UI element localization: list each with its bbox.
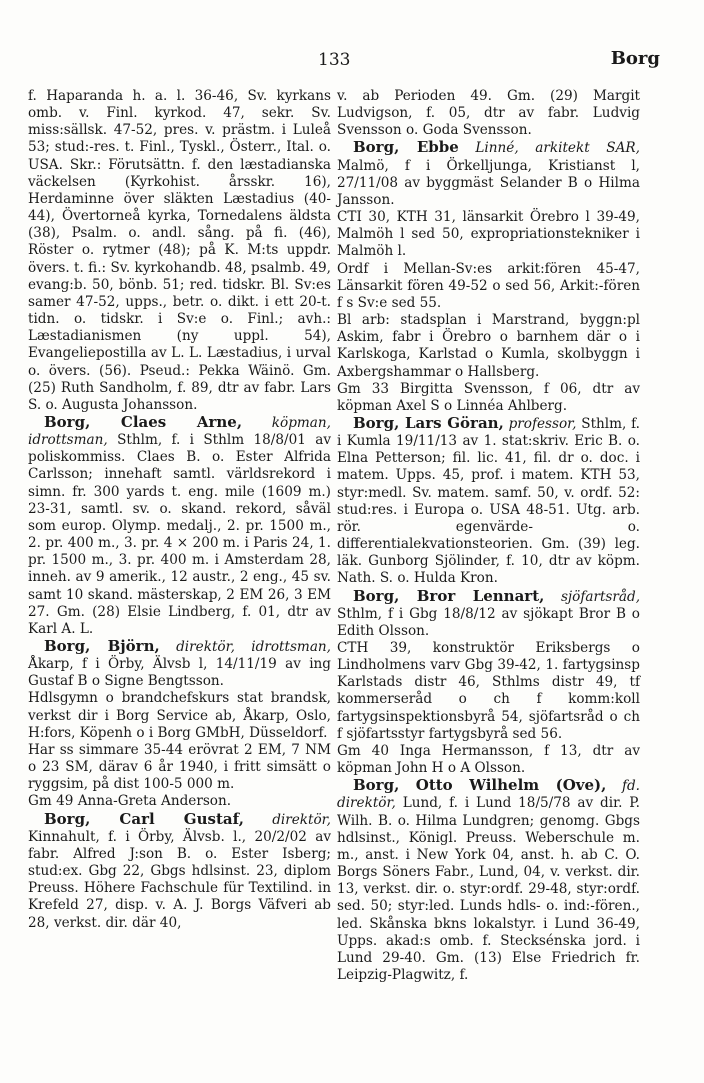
entry-paragraph: Gm 49 Anna-Greta Anderson. <box>28 793 232 810</box>
entry-paragraph: Ordf i Mellan-Sv:es arkit:fören 45-47, Länsarkit fören 49-52 o sed 56, Arkit:-fören f s Sv:e sed 55. <box>337 260 640 311</box>
running-head: Borg <box>610 48 660 69</box>
biography-entry <box>28 414 331 638</box>
biography-entry <box>28 811 331 932</box>
entry-name: Borg, Ebbe <box>353 138 459 157</box>
entry-title: sjöfartsråd, <box>560 588 641 605</box>
entry-text: Sthlm, f. i Sthlm 18/8/01 av poliskommiss. Claes B. o. Ester Alfrida Carlsson; innehaft samtl. världsrekord i simn. fr. 300 yards t. eng. mile (1609 m.) 23-31, samtl. sv. o. skand. rekord, såväl som europ. Olymp. medalj., 2. pr. 1500 m., 2. pr. 400 m., 3. pr. 4 × 200 m. i Paris 24, 1. pr. 1500 m., 3. pr. 400 m. i Amsterdam 28, inneh. av 9 amerik., 12 austr., 2 eng., 45 sv. samt 10 skand. mästerskap, 2 EM 26, 3 EM 27. Gm. (28) Elsie Lindberg, f. 01, dtr av Karl A. L. <box>28 432 331 637</box>
entry-text: Sthlm, f i Gbg 18/8/12 av sjökapt Bror B o Edith Olsson. <box>337 605 640 639</box>
entry-title: Linné, arkitekt SAR, <box>475 140 640 157</box>
entry-title: direktör, idrottsman, <box>176 639 331 655</box>
entry-title: direktör, <box>272 811 332 828</box>
entry-paragraph: Gm 33 Birgitta Svensson, f 06, dtr av köpman Axel S o Linnéa Ahlberg. <box>337 380 640 414</box>
entry-title: köpman, idrottsman, <box>28 414 331 449</box>
entry-paragraph: CTH 39, konstruktör Eriksbergs o Lindholmens varv Gbg 39-42, 1. fartygsinsp Karlstads distr 46, Sthlms distr 49, tf kommerseråd o ch f komm:koll fartygsinspektionsbyrå 54, sjöfartsråd o ch f sjöfartsstyr fartygsbyrå sed 56. <box>337 640 640 742</box>
entry-name: Borg, Bror Lennart, <box>353 586 545 605</box>
left-column <box>28 88 331 932</box>
entry-text: Sthlm, f. i Kumla 19/11/13 av 1. stat:skriv. Eric B. o. Elna Petterson; fil. lic. 41, fil. dr o. doc. i matem. Upps. 45, prof. i matem. KTH 53, styr:medl. Sv. matem. samf. 50, v. ordf. 52: stud:res. i Europa o. USA 48-51. Utg. arb. rör. egenvärde- o. differentialekvationsteorien. Gm. (39) leg. läk. Gunborg Sjölinder, f. 10, dtr av köpm. Nath. S. o. Hulda Kron. <box>337 415 640 587</box>
biography-entry <box>337 415 640 588</box>
biography-entry <box>337 777 640 984</box>
entry-paragraph: Gm 40 Inga Hermansson, f 13, dtr av köpman John H o A Olsson. <box>337 742 640 777</box>
biography-entry <box>337 139 640 209</box>
entry-paragraph: Hdlsgymn o brandchefskurs stat brandsk, verkst dir i Borg Service ab, Åkarp, Oslo, H:fors, Köpenh o i Borg GMbH, Düsseldorf. <box>28 690 331 741</box>
page-number: 133 <box>318 50 351 70</box>
entry-title: professor, <box>508 415 577 432</box>
entry-name: Borg, Carl Gustaf, <box>44 809 244 828</box>
entry-paragraph: CTI 30, KTH 31, länsarkit Örebro l 39-49, Malmöh l sed 50, expropriationstekniker i Malmöh l. <box>337 209 640 260</box>
entry-text: Lund, f. i Lund 18/5/78 av dir. P. Wilh. B. o. Hilma Lundgren; genomg. Gbgs hdlsinst., Königl. Preuss. Weberschule m. m., anst. i New York 04, anst. h. ab C. O. Borgs Söners Fabr., Lund, 04, v. verkst. dir. 13, verkst. dir. o. styr:ordf. 29-48, styr:ordf. sed. 50; styr:led. Lunds hdls- o. ind:-fören., led. Skånska bkns lokalstyr. i Lund 36-49, Upps. akad:s omb. f. Stecksénska jord. i Lund 29-40. Gm. (13) Else Friedrich fr. Leipzig-Plagwitz, f. <box>337 795 640 983</box>
entry-name: Borg, Otto Wilhelm (Ove), <box>353 776 607 795</box>
entry-title: fd. direktör, <box>337 778 640 812</box>
entry-name: Borg, Björn, <box>44 637 160 655</box>
entry-paragraph: Bl arb: stadsplan i Marstrand, byggn:pl Askim, fabr i Örebro o barnhem där o i Karlskoga, Karlstad o Kumla, skolbyggn i Axbergshammar o Hallsberg. <box>337 312 640 380</box>
biography-entry <box>337 588 640 640</box>
entry-name: Borg, Lars Göran, <box>353 413 504 432</box>
entry-text: Kinnahult, f. i Örby, Älvsb. l., 20/2/02 av fabr. Alfred J:son B. o. Ester Isberg; stud:ex. Gbg 22, Gbgs hdlsinst. 23, diplom Preuss. Höhere Fachschule für Textilind. in Krefeld 27, disp. v. A. J. Borgs Väfveri ab 28, verkst. dir. där 40, <box>28 828 331 931</box>
entry-name: Borg, Claes Arne, <box>44 412 243 431</box>
entry-text: Åkarp, f i Örby, Älvsb l, 14/11/19 av ing Gustaf B o Signe Bengtsson. <box>28 656 331 690</box>
entry-text: Malmö, f i Örkelljunga, Kristianst l, 27/11/08 av byggmäst Selander B o Hilma Jansson. <box>337 157 640 208</box>
continued-text: f. Haparanda h. a. l. 36-46, Sv. kyrkans omb. v. Finl. kyrkod. 47, sekr. Sv. miss:sällsk. 47-52, pres. v. prästm. i Luleå 53; stud:-res. t. Finl., Tyskl., Österr., Ital. o. USA. Skr.: Förutsättn. f. den læstadianska väckelsen (Kyrkohist. årsskr. 16), Herdaminne över släkten Læstadius (40-44), Övertorneå kyrka, Tornedalens äldsta (38), Psalm. o. andl. sång. på fi. (46), Röster o. rytmer (48); på K. M:ts uppdr. övers. t. fi.: Sv. kyrkohandb. 48, psalmb. 49, evang:b. 50, bönb. 51; red. tidskr. Bl. Sv:es samer 47-52, upps., betr. o. dikt. i ett 20-t. tidn. o. tidskr. i Sv:e o. Finl.; avh.: Læstadianismen (ny uppl. 54), Evangeliepostilla av L. L. Læstadius, i urval o. övers. (56). Pseud.: Pekka Wäinö. Gm. (25) Ruth Sandholm, f. 89, dtr av fabr. Lars S. o. Augusta Johansson. <box>28 88 331 413</box>
continued-text: v. ab Perioden 49. Gm. (29) Margit Ludvigson, f. 05, dtr av fabr. Ludvig Svensson o. Goda Svensson. <box>337 88 640 139</box>
biography-entry <box>28 638 331 690</box>
right-column <box>337 88 640 984</box>
entry-paragraph: Har ss simmare 35-44 erövrat 2 EM, 7 NM o 23 SM, därav 6 år 1940, i fritt simsätt o ryggsim, på dist 100-5 000 m. <box>28 741 331 793</box>
